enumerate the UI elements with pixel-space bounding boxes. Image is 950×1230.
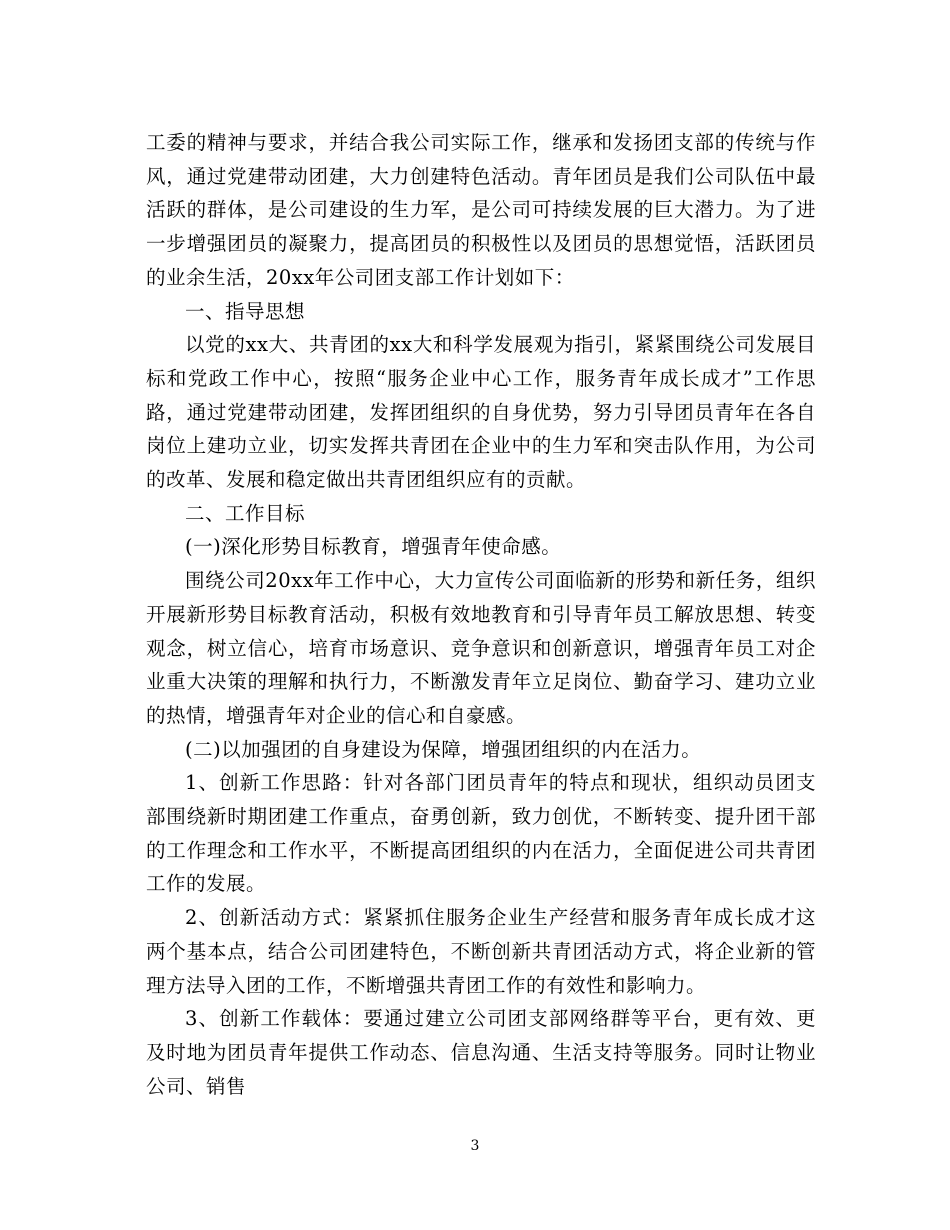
subsection-heading-1: (一)深化形势目标教育，增强青年使命感。: [185, 535, 562, 559]
section-heading-guiding-ideology: 一、指导思想: [185, 299, 306, 323]
paragraph-guiding-ideology: 以党的xx大、共青团的xx大和科学发展观为指引，紧紧围绕公司发展目标和党政工作中心，按照“服务企业中心工作，服务青年成长成才”工作思路，通过党建带动团建，发挥团组织的自身优势，努力引导团员青年在各自岗位上建功立业，切实发挥共青团在企业中的生力军和突击队作用，为公司的改革、发展和稳定做出共青团组织应有的贡献。: [146, 333, 816, 492]
list-item-2: 2、创新活动方式：紧紧抓住服务企业生产经营和服务青年成长成才这两个基本点，结合公司团建特色，不断创新共青团活动方式，将企业新的管理方法导入团的工作，不断增强共青团工作的有效性和影响力。: [146, 906, 816, 997]
list-item-3: 3、创新工作载体：要通过建立公司团支部网络群等平台，更有效、更及时地为团员青年提供工作动态、信息沟通、生活支持等服务。同时让物业公司、销售: [146, 1007, 816, 1098]
paragraph-intro: 工委的精神与要求，并结合我公司实际工作，继承和发扬团支部的传统与作风，通过党建带动团建，大力创建特色活动。青年团员是我们公司队伍中最活跃的群体，是公司建设的生力军，是公司可持续发展的巨大潜力。为了进一步增强团员的凝聚力，提高团员的积极性以及团员的思想觉悟，活跃团员的业余生活，20xx年公司团支部工作计划如下：: [146, 131, 816, 289]
page-number: 3: [470, 1138, 480, 1154]
list-item-1: 1、创新工作思路：针对各部门团员青年的特点和现状，组织动员团支部围绕新时期团建工作重点，奋勇创新，致力创优，不断转变、提升团干部的工作理念和工作水平，不断提高团组织的内在活力，全面促进公司共青团工作的发展。: [146, 771, 816, 896]
subsection-heading-2: (二)以加强团的自身建设为保障，增强团组织的内在活力。: [185, 737, 702, 761]
paragraph-subsection-1: 围绕公司20xx年工作中心，大力宣传公司面临新的形势和新任务，组织开展新形势目标教育活动，积极有效地教育和引导青年员工解放思想、转变观念，树立信心，培育市场意识、竞争意识和创新意识，增强青年员工对企业重大决策的理解和执行力，不断激发青年立足岗位、勤奋学习、建功立业的热情，增强青年对企业的信心和自豪感。: [146, 569, 816, 727]
section-heading-work-goals: 二、工作目标: [185, 501, 306, 525]
document-body: [146, 126, 816, 1103]
